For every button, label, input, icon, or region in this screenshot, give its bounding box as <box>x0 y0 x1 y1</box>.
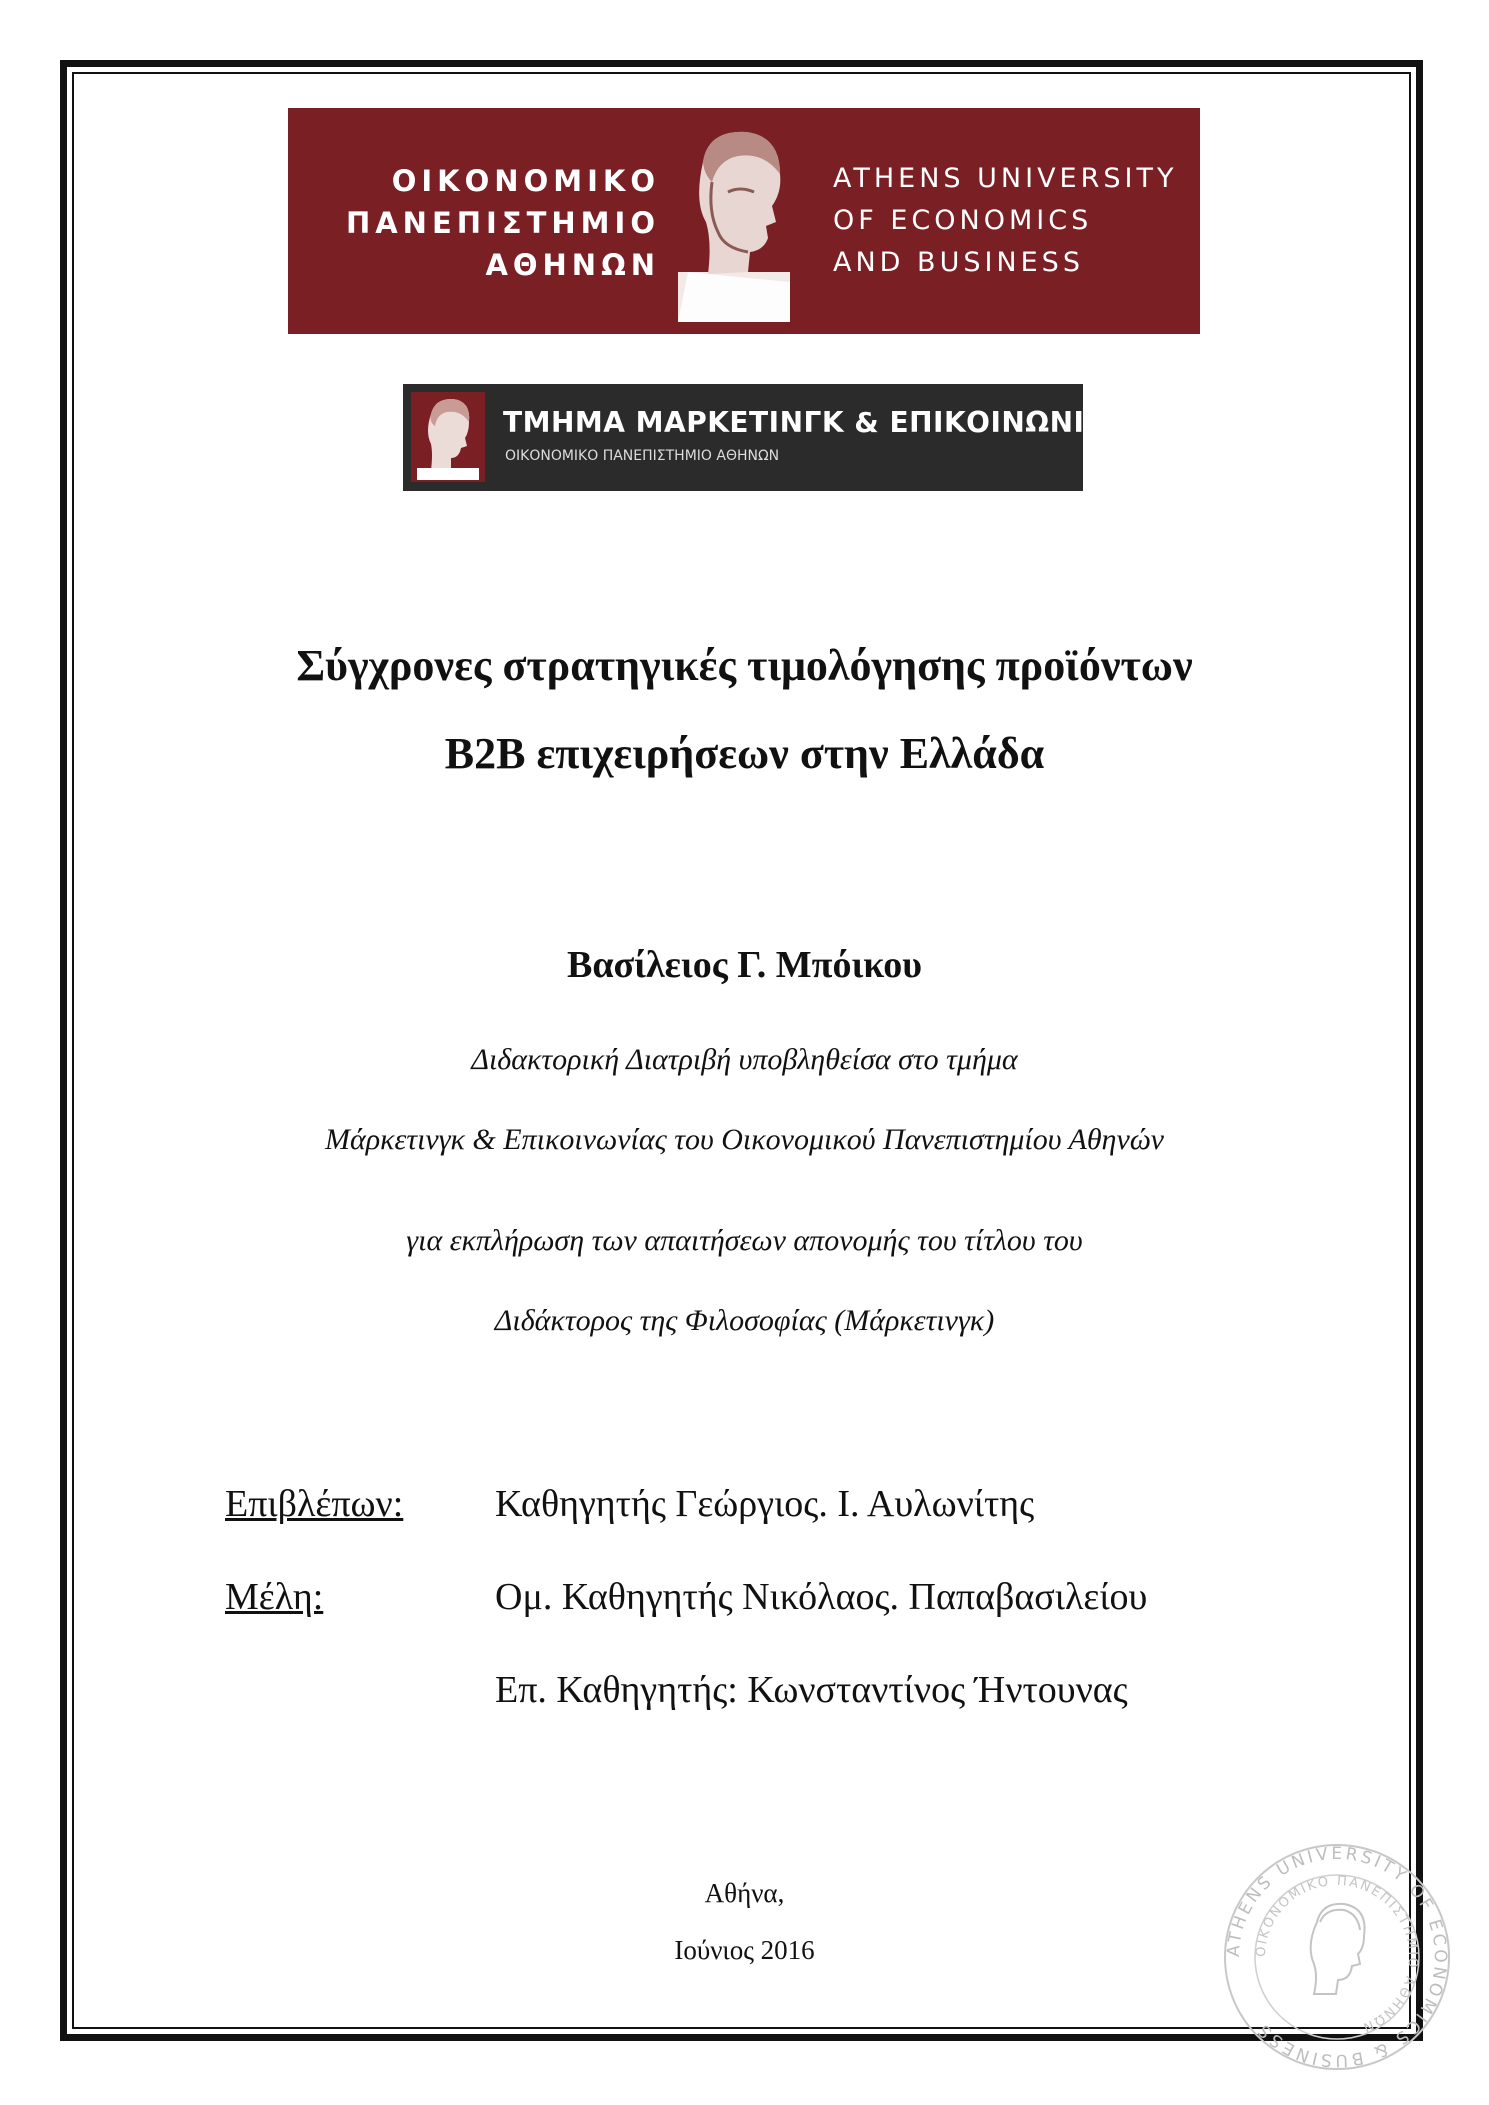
aueb-english-line: ATHENS UNIVERSITY <box>833 163 1178 194</box>
aueb-english-line: AND BUSINESS <box>833 247 1084 278</box>
department-subtitle: ΟΙΚΟΝΟΜΙΚΟ ΠΑΝΕΠΙΣΤΗΜΙΟ ΑΘΗΝΩΝ <box>505 448 780 464</box>
description-line: Διδάκτορος της Φιλοσοφίας (Μάρκετινγκ) <box>494 1304 995 1337</box>
thesis-title-line-1: Σύγχρονες στρατηγικές τιμολόγησης προϊόντων <box>296 641 1193 690</box>
aueb-logo-banner <box>288 108 1200 334</box>
member-name: Ομ. Καθηγητής Νικόλαος. Παπαβασιλείου <box>495 1576 1148 1618</box>
thesis-title-line-2: B2B επιχειρήσεων στην Ελλάδα <box>444 729 1045 778</box>
university-seal-icon <box>1222 1842 1452 2072</box>
date: Ιούνιος 2016 <box>674 1935 815 1965</box>
description-line: Διδακτορική Διατριβή υποβληθείσα στο τμήμα <box>471 1043 1018 1076</box>
svg-text:ATHENS UNIVERSITY OF ECONOMICS: ATHENS UNIVERSITY OF ECONOMICS & BUSINESS <box>1223 1843 1451 2071</box>
description-line: για εκπλήρωση των απαιτήσεων απονομής του τίτλου του <box>406 1224 1083 1257</box>
member-name: Επ. Καθηγητής: Κωνσταντίνος Ήντουνας <box>495 1669 1128 1711</box>
aueb-english-name <box>833 158 1177 284</box>
aueb-greek-line: ΑΘΗΝΩΝ <box>485 248 660 282</box>
hermes-head-small-icon <box>411 392 485 482</box>
aueb-greek-name <box>346 160 660 286</box>
svg-text:ΟΙΚΟΝΟΜΙΚΟ ΠΑΝΕΠΙΣΤΗΜΙΟ ΑΘΗΝΩΝ: ΟΙΚΟΝΟΜΙΚΟ ΠΑΝΕΠΙΣΤΗΜΙΟ ΑΘΗΝΩΝ <box>1253 1873 1421 2036</box>
place: Αθήνα, <box>704 1878 785 1908</box>
aueb-english-line: OF ECONOMICS <box>833 205 1093 236</box>
aueb-greek-line: ΠΑΝΕΠΙΣΤΗΜΙΟ <box>345 206 660 240</box>
supervisor-label: Επιβλέπων: <box>225 1483 404 1525</box>
author-name: Βασίλειος Γ. Μπόικου <box>567 944 922 986</box>
department-logo-banner <box>403 384 1127 491</box>
description-line: Μάρκετινγκ & Επικοινωνίας του Οικονομικού Πανεπιστημίου Αθηνών <box>324 1123 1165 1156</box>
supervisor-name: Καθηγητής Γεώργιος. Ι. Αυλωνίτης <box>495 1483 1035 1525</box>
hermes-head-icon <box>668 122 808 322</box>
aueb-greek-line: ΟΙΚΟΝΟΜΙΚΟ <box>391 164 660 198</box>
department-title: ΤΜΗΜΑ ΜΑΡΚΕΤΙΝΓΚ & ΕΠΙΚΟΙΝΩΝΙΑΣ <box>503 406 1127 439</box>
members-label: Μέλη: <box>225 1576 324 1618</box>
